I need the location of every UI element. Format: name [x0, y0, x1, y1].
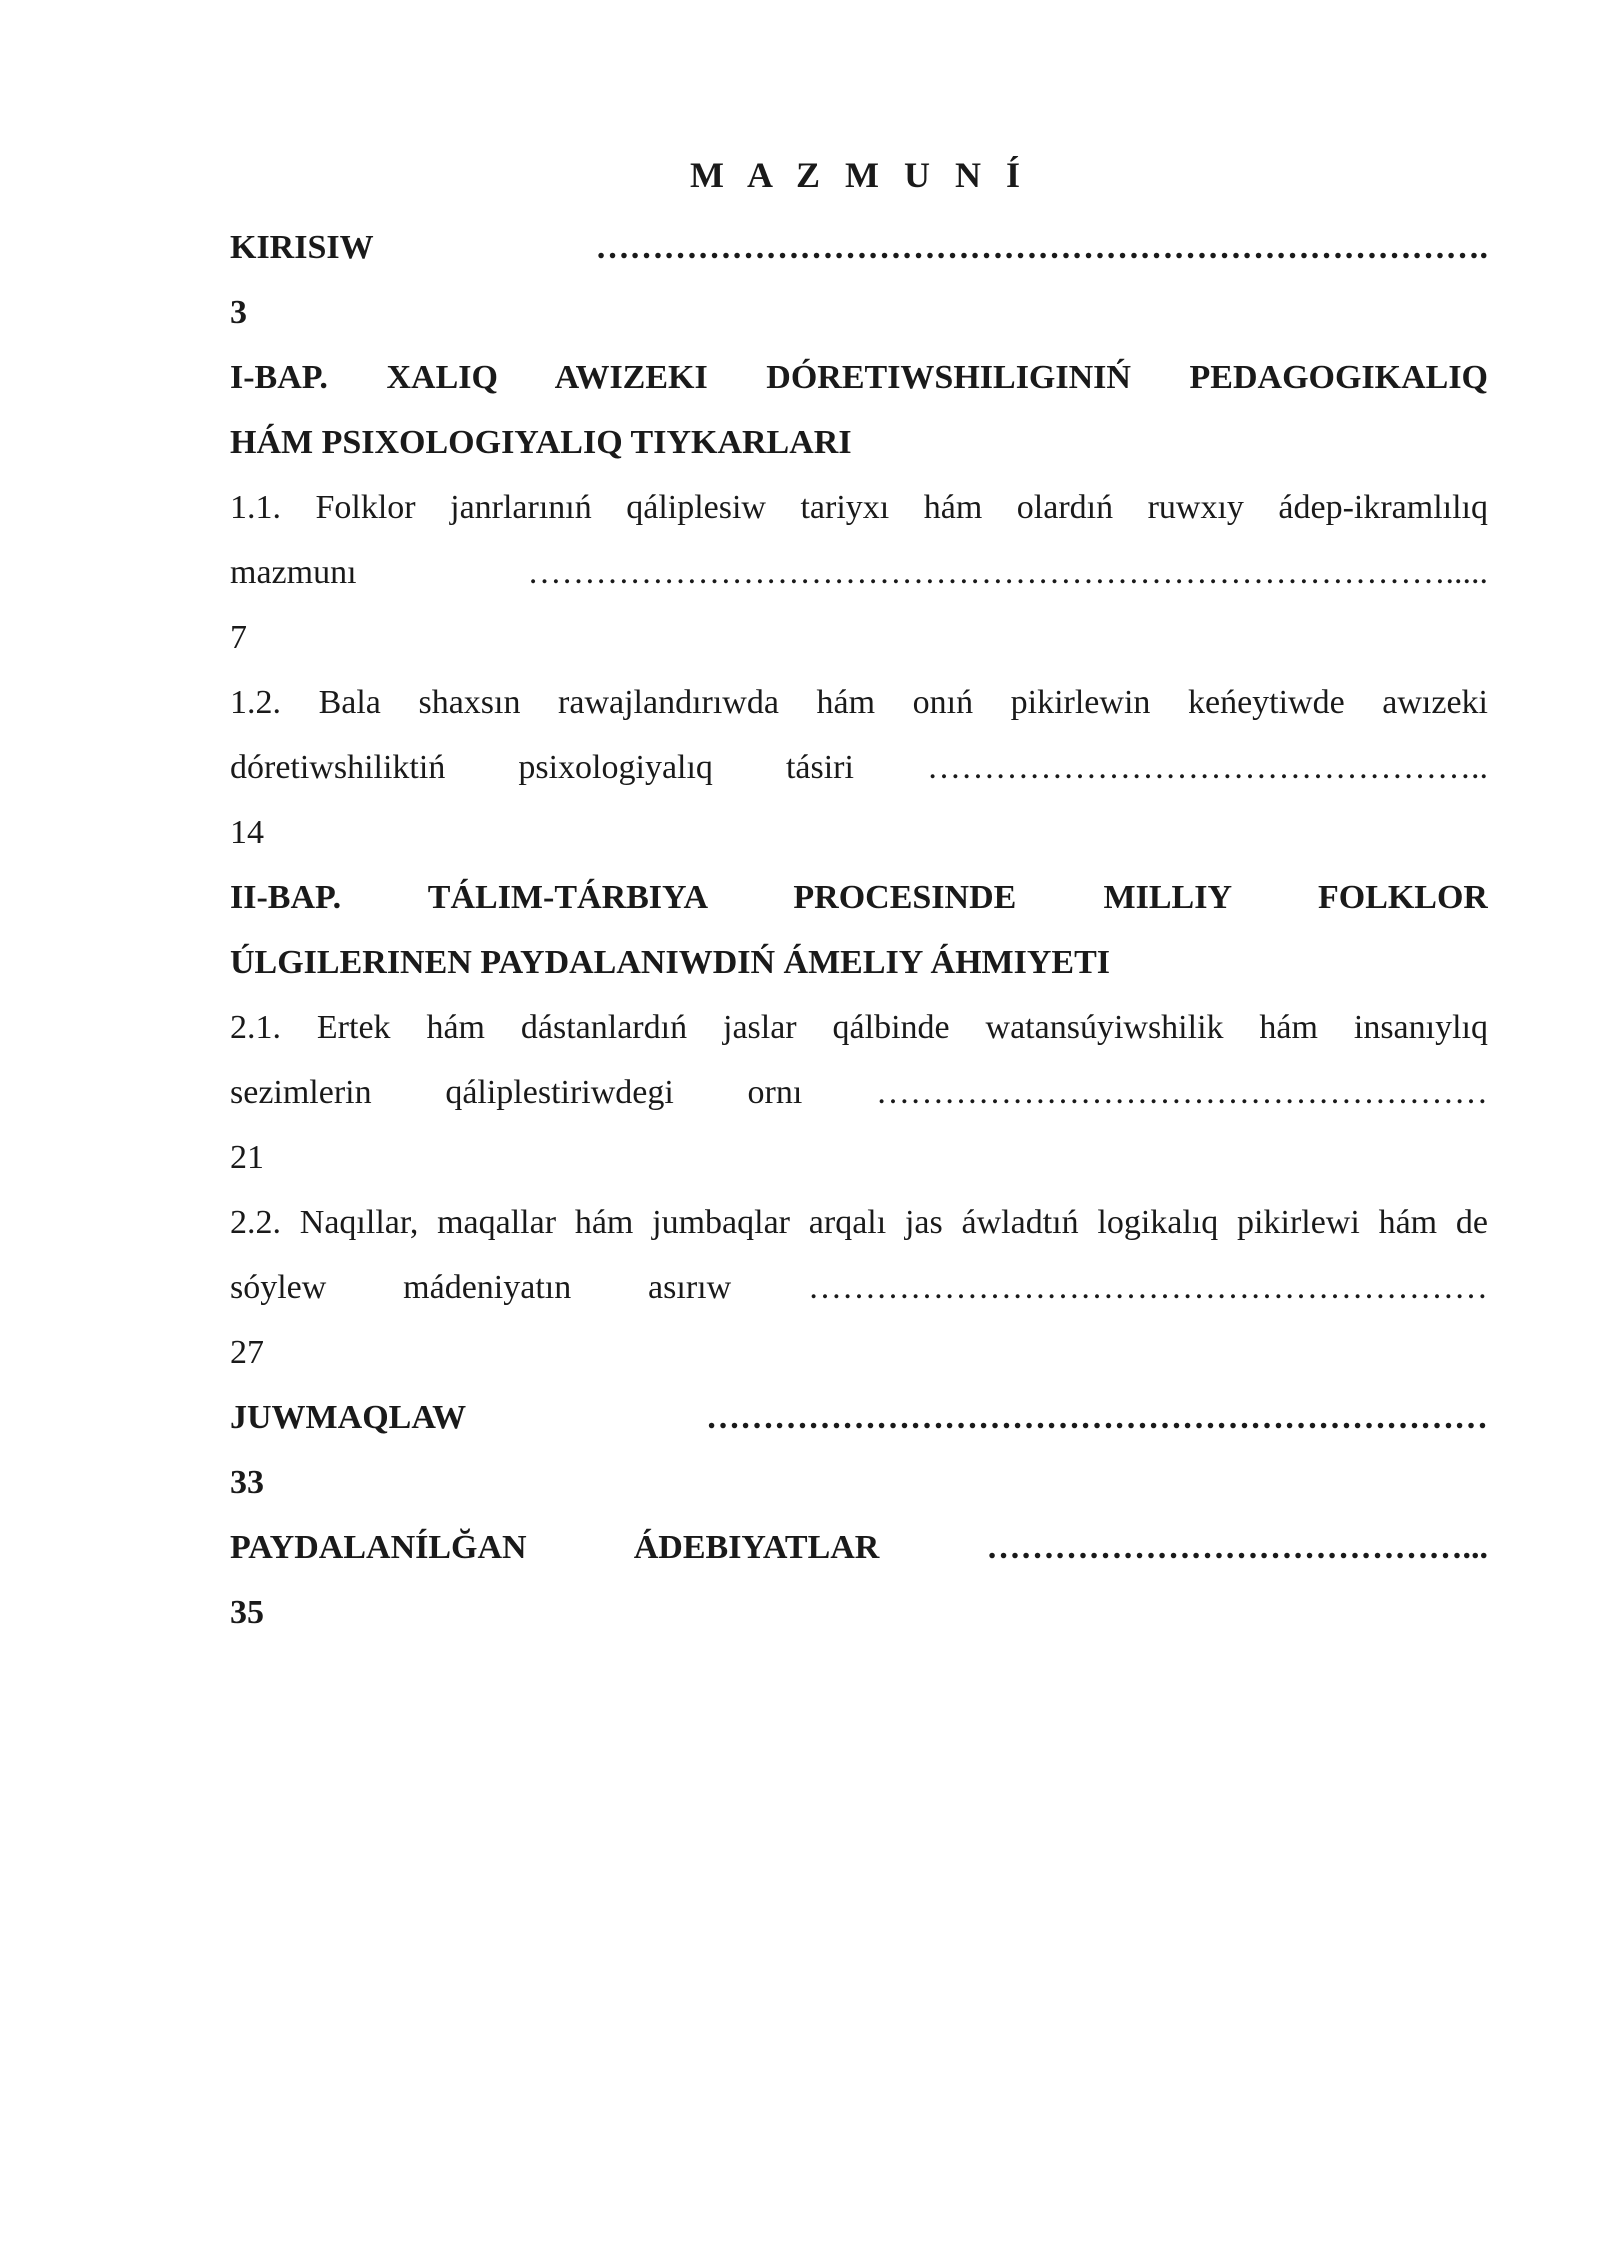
toc-page-number: 35 — [230, 1594, 264, 1631]
toc-section-2-1: 2.1. Ertek hám dástanlardıń jaslar qálbinde watansúyiwshilik hám insanıylıq — [230, 1009, 1488, 1046]
toc-section-1-2-cont: dóretiwshiliktiń psixologiyalıq tásiri ………………………………………….. — [230, 749, 1488, 786]
toc-chapter-2-heading-cont: ÚLGILERINEN PAYDALANIWDIŃ ÁMELIY ÁHMIYETI — [230, 944, 1111, 981]
toc-chapter-1-heading-cont: HÁM PSIXOLOGIYALIQ TIYKARLARI — [230, 424, 852, 461]
toc-section-1-1: 1.1. Folklor janrlarınıń qáliplesiw tariyxı hám olardıń ruwxıy ádep-ikramlılıq — [230, 489, 1488, 526]
toc-section-1-2: 1.2. Bala shaxsın rawajlandırıwda hám onıń pikirlewin keńeytiwde awızeki — [230, 684, 1488, 721]
toc-section-2-1-cont: sezimlerin qáliplestiriwdegi ornı ……………………………………………… — [230, 1074, 1488, 1111]
toc-section-2-2: 2.2. Naqıllar, maqallar hám jumbaqlar arqalı jas áwladtıń logikalıq pikirlewi hám de — [230, 1204, 1488, 1241]
toc-page-number: 7 — [230, 619, 247, 656]
toc-entry-introduction: KIRISIW ……………………………………………………………………. — [230, 229, 1488, 266]
toc-entry-references: PAYDALANÍLĞAN ÁDEBIYATLAR ……………………………………... — [230, 1529, 1488, 1566]
page-title: M A Z M U N Í — [690, 155, 1028, 195]
table-of-contents-page — [230, 150, 1488, 1645]
toc-page-number: 21 — [230, 1139, 264, 1176]
toc-page-number: 3 — [230, 294, 247, 331]
toc-section-1-1-cont: mazmunı ………………………………………………………………………..... — [230, 554, 1488, 591]
toc-chapter-1-heading: I-BAP. XALIQ AWIZEKI DÓRETIWSHILIGINIŃ PEDAGOGIKALIQ — [230, 359, 1488, 396]
toc-section-2-2-cont: sóylew mádeniyatın asırıw …………………………………………………… — [230, 1269, 1488, 1306]
toc-page-number: 14 — [230, 814, 264, 851]
toc-page-number: 33 — [230, 1464, 264, 1501]
toc-entry-conclusion: JUWMAQLAW …………………………………………………………… — [230, 1399, 1488, 1436]
toc-chapter-2-heading: II-BAP. TÁLIM-TÁRBIYA PROCESINDE MILLIY FOLKLOR — [230, 879, 1488, 916]
toc-page-number: 27 — [230, 1334, 264, 1371]
